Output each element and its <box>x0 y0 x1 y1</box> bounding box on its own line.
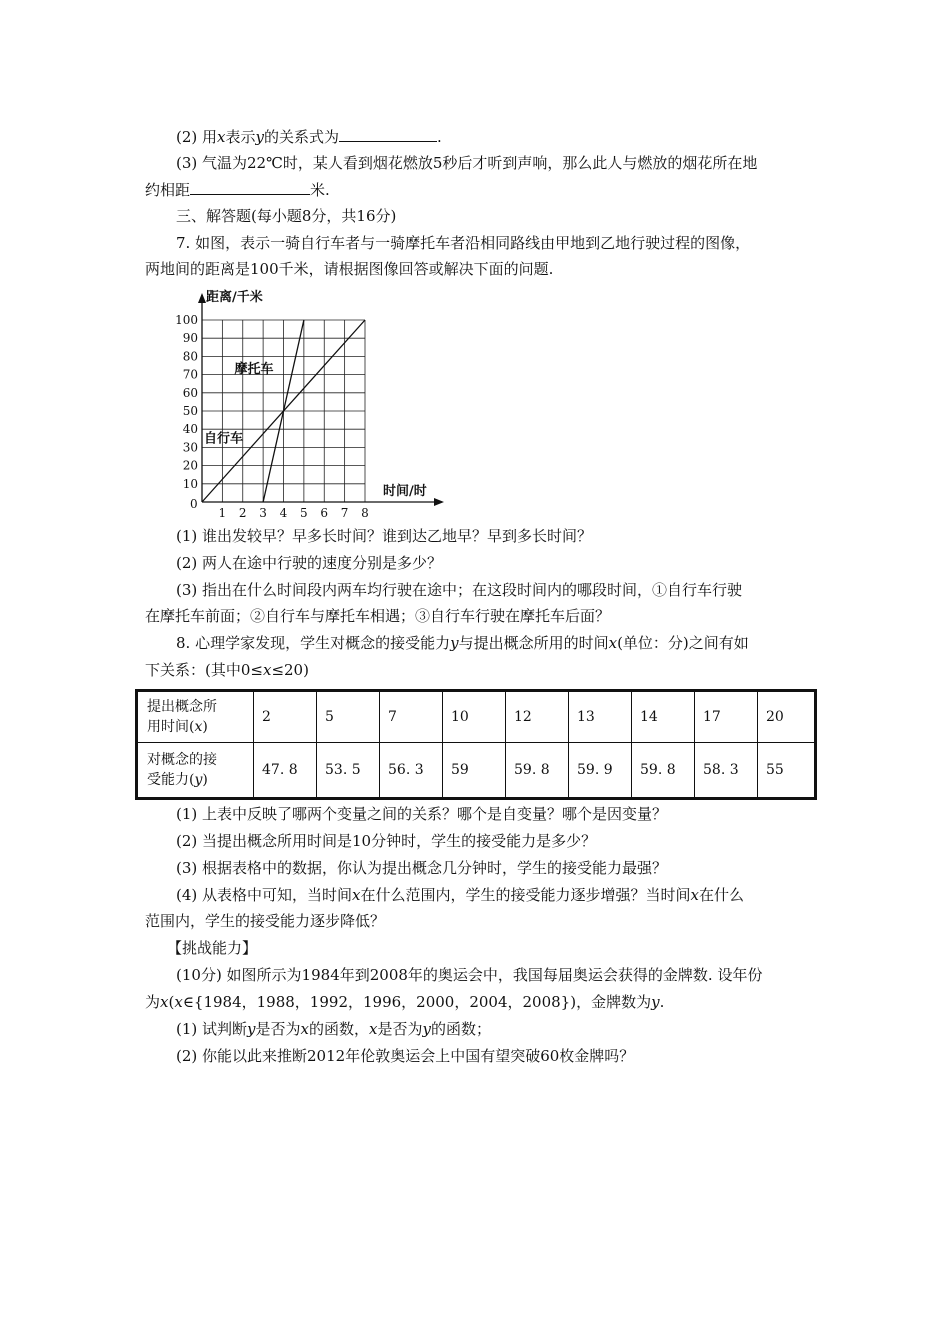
table-row <box>137 743 816 799</box>
answer-blank[interactable] <box>339 126 437 142</box>
q7-line2: 两地间的距离是100千米，请根据图像回答或解决下面的问题. <box>145 260 554 278</box>
challenge-line2: 为x(x∈{1984，1988，1992，1996，2000，2004，2008})，金牌数为y. <box>145 993 665 1011</box>
challenge-line1: (10分) 如图所示为1984年到2008年的奥运会中，我国每届奥运会获得的金牌数. 设年份 <box>176 966 763 984</box>
x-tick-label: 6 <box>320 506 329 518</box>
table-cell: 55 <box>758 743 816 799</box>
data-table <box>135 689 817 800</box>
y-tick-label: 60 <box>182 385 198 400</box>
y-tick-label: 80 <box>182 349 198 364</box>
table-cell: 53. 5 <box>317 743 380 799</box>
x-axis-arrow <box>434 498 444 506</box>
x-tick-label: 8 <box>361 506 369 518</box>
q7-sub3-line1: (3) 指出在什么时间段内两车均行驶在途中；在这段时间内的哪段时间，①自行车行驶 <box>176 581 743 599</box>
table-row-header: 提出概念所 用时间(x) <box>137 691 254 743</box>
challenge-sub1: (1) 试判断y是否为x的函数，x是否为y的函数； <box>176 1020 491 1038</box>
chart-ticks <box>175 313 369 518</box>
table-cell: 47. 8 <box>254 743 317 799</box>
table-cell: 58. 3 <box>695 743 758 799</box>
q8-sub4-line2: 范围内，学生的接受能力逐步降低？ <box>145 912 386 930</box>
origin-label: 0 <box>190 497 198 511</box>
q7-line1: 7. 如图，表示一骑自行车者与一骑摩托车者沿相同路线由甲地到乙地行驶过程的图像， <box>176 234 751 252</box>
table-row <box>137 691 816 743</box>
chart-axes <box>198 293 444 506</box>
answer-blank[interactable] <box>190 179 310 195</box>
table-cell: 2 <box>254 691 317 743</box>
y-tick-label: 50 <box>182 404 198 418</box>
q7-sub2: (2) 两人在途中行驶的速度分别是多少？ <box>176 554 443 572</box>
q7-sub3-line2: 在摩托车前面；②自行车与摩托车相遇；③自行车行驶在摩托车后面？ <box>145 607 611 625</box>
table-cell: 59. 8 <box>632 743 695 799</box>
x-axis-label: 时间/时 <box>383 484 427 499</box>
q6-part3-line1: (3) 气温为22℃时，某人看到烟花燃放5秒后才听到声响，那么此人与燃放的烟花所在地 <box>176 154 758 172</box>
table-cell: 7 <box>380 691 443 743</box>
q8-line2: 下关系：(其中0≤x≤20) <box>145 661 309 679</box>
series-label-motorcycle: 摩托车 <box>234 362 274 378</box>
y-tick-label: 100 <box>175 313 198 327</box>
x-tick-label: 2 <box>238 506 247 518</box>
x-tick-label: 5 <box>300 506 308 518</box>
table-cell: 20 <box>758 691 816 743</box>
challenge-heading: 【挑战能力】 <box>167 939 258 957</box>
table-cell: 59. 9 <box>569 743 632 799</box>
table-row-header: 对概念的接 受能力(y) <box>137 743 254 799</box>
section-heading: 三、解答题(每小题8分，共16分) <box>176 207 397 225</box>
y-tick-label: 30 <box>182 440 198 455</box>
table-cell: 56. 3 <box>380 743 443 799</box>
x-tick-label: 1 <box>218 506 227 518</box>
challenge-sub2: (2) 你能以此来推断2012年伦敦奥运会上中国有望突破60枚金牌吗？ <box>176 1047 635 1065</box>
table-cell: 13 <box>569 691 632 743</box>
distance-time-chart <box>170 283 460 518</box>
series-label-bicycle: 自行车 <box>204 431 244 447</box>
q8-sub2: (2) 当提出概念所用时间是10分钟时，学生的接受能力是多少？ <box>176 832 597 850</box>
q8-sub4-line1: (4) 从表格中可知，当时间x在什么范围内，学生的接受能力逐步增强？当时间x在什么 <box>176 886 744 904</box>
y-tick-label: 70 <box>182 367 198 382</box>
q8-line1: 8. 心理学家发现，学生对概念的接受能力y与提出概念所用的时间x(单位：分)之间有如 <box>176 634 749 652</box>
x-tick-label: 7 <box>340 506 349 518</box>
y-axis-label: 距离/千米 <box>206 290 263 305</box>
q8-sub1: (1) 上表中反映了哪两个变量之间的关系？哪个是自变量？哪个是因变量？ <box>176 805 668 823</box>
x-tick-label: 3 <box>259 506 267 518</box>
table-cell: 59 <box>443 743 506 799</box>
y-axis-arrow <box>198 293 206 303</box>
y-tick-label: 90 <box>182 331 198 346</box>
table-cell: 14 <box>632 691 695 743</box>
q7-sub1: (1) 谁出发较早？早多长时间？谁到达乙地早？早到多长时间？ <box>176 527 593 545</box>
y-tick-label: 40 <box>182 422 198 437</box>
table-cell: 10 <box>443 691 506 743</box>
y-tick-label: 10 <box>182 476 198 491</box>
q6-part3-line2: 约相距 米. <box>145 181 330 199</box>
table-cell: 59. 8 <box>506 743 569 799</box>
y-tick-label: 20 <box>182 458 198 473</box>
table-cell: 12 <box>506 691 569 743</box>
table-cell: 5 <box>317 691 380 743</box>
q8-sub3: (3) 根据表格中的数据，你认为提出概念几分钟时，学生的接受能力最强？ <box>176 859 668 877</box>
x-tick-label: 4 <box>279 506 288 518</box>
table-cell: 17 <box>695 691 758 743</box>
q6-part2: (2) 用x表示y的关系式为 . <box>176 128 442 146</box>
